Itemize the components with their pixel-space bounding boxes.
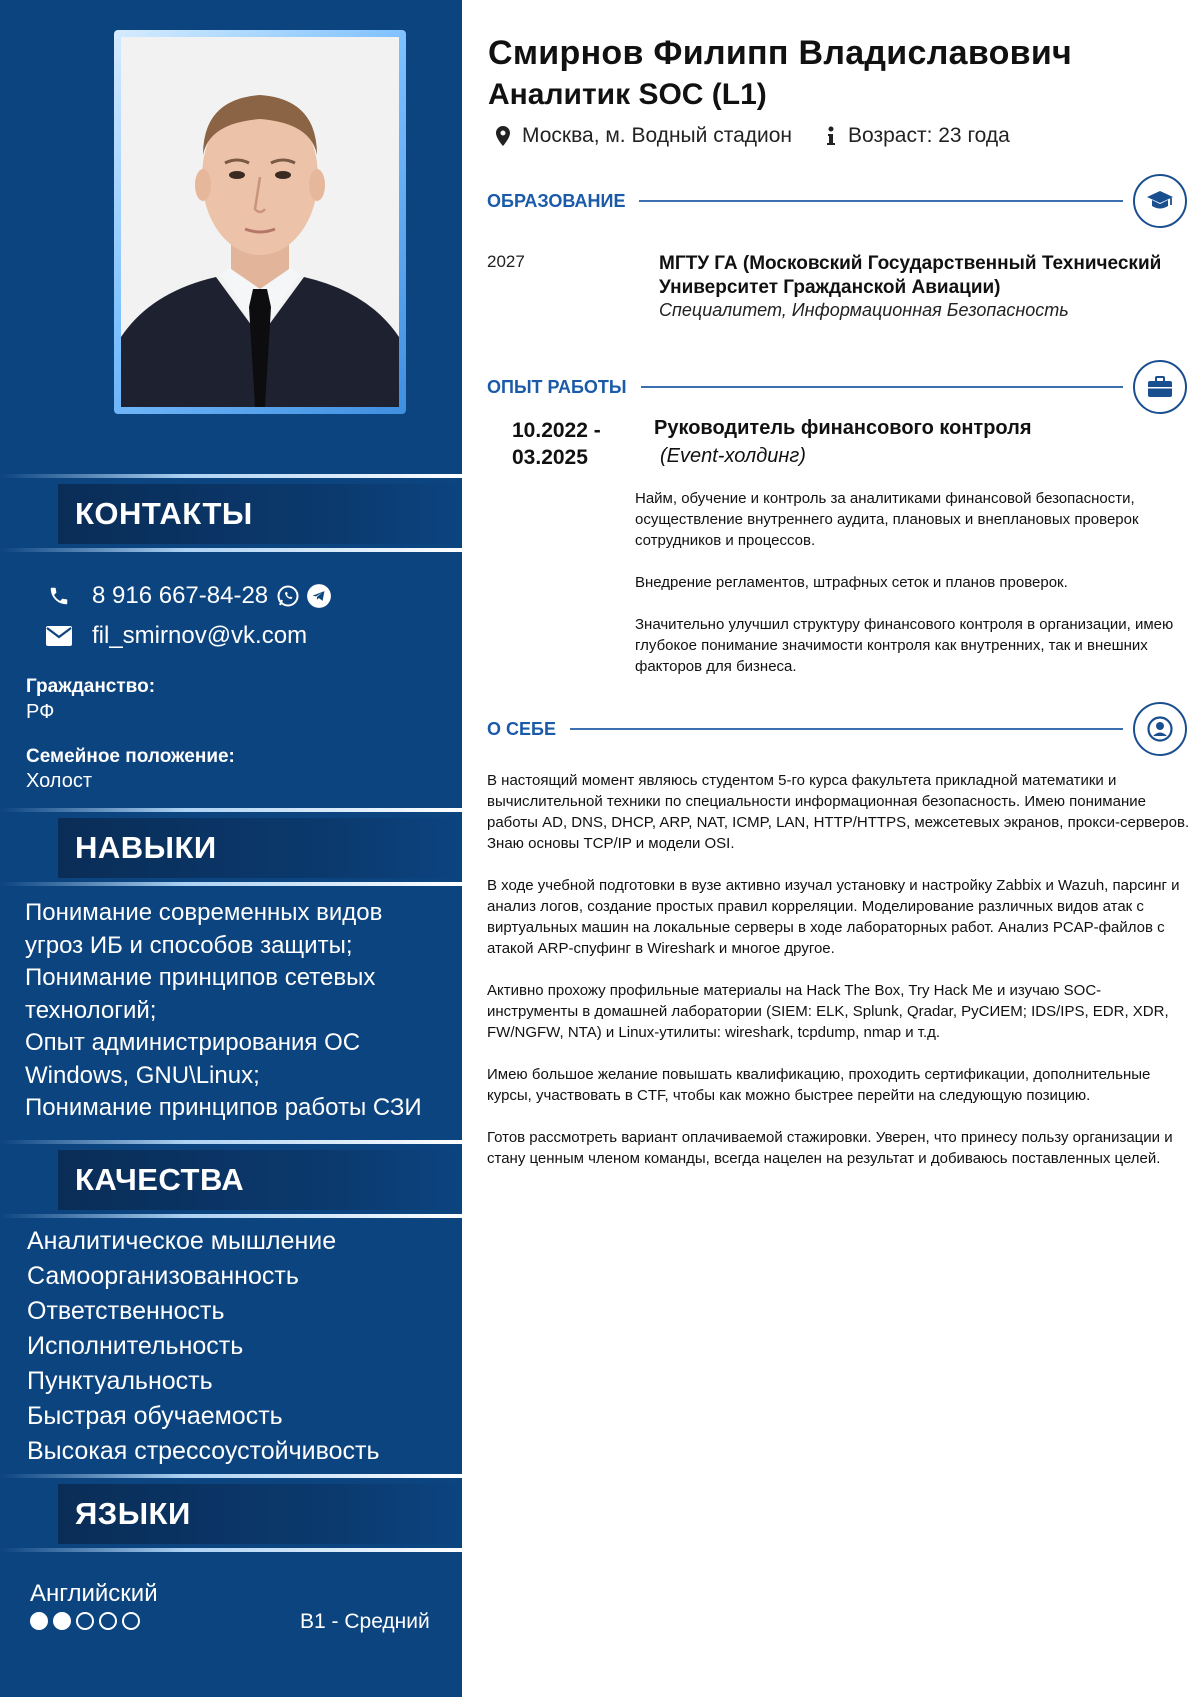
skill-item: Понимание современных видов bbox=[25, 899, 383, 926]
briefcase-icon bbox=[1133, 360, 1187, 414]
skills-list bbox=[25, 897, 455, 1125]
divider bbox=[0, 1474, 462, 1478]
job-paragraph: Значительно улучшил структуру финансового контроля в организации, имею глубокое понимание значимости контроля как внутренних, так и внешних факторов для бизнеса. bbox=[635, 616, 1174, 675]
qualities-list bbox=[27, 1224, 457, 1469]
divider bbox=[0, 474, 462, 478]
profile-photo-frame bbox=[114, 30, 406, 414]
section-rule bbox=[641, 386, 1123, 388]
education-institution: МГТУ ГА (Московский Государственный Технический Университет Гражданской Авиации) bbox=[659, 253, 1162, 298]
language-level: B1 - Средний bbox=[300, 1610, 430, 1633]
skills-title: НАВЫКИ bbox=[58, 818, 462, 878]
language-level-dots bbox=[30, 1612, 140, 1630]
languages-title: ЯЗЫКИ bbox=[58, 1484, 462, 1544]
divider bbox=[0, 882, 462, 886]
divider bbox=[0, 808, 462, 812]
contacts-title: КОНТАКТЫ bbox=[58, 484, 462, 544]
profile-photo bbox=[121, 37, 399, 407]
job-role: Руководитель финансового контроля bbox=[654, 417, 1032, 439]
about-paragraph: Имею большое желание повышать квалификацию, проходить сертификации, дополнительные курсы, участвовать в CTF, чтобы как можно быстрее перейти на следующую позицию. bbox=[487, 1066, 1151, 1104]
phone-number[interactable]: 8 916 667-84-28 bbox=[92, 582, 269, 609]
divider bbox=[0, 1140, 462, 1144]
quality-item: Быстрая обучаемость bbox=[27, 1402, 283, 1430]
qualities-title: КАЧЕСТВА bbox=[58, 1150, 462, 1210]
meta-row bbox=[496, 124, 1010, 148]
about-title: О СЕБЕ bbox=[487, 718, 556, 739]
job-period-end: 03.2025 bbox=[512, 446, 588, 469]
about-paragraph: В настоящий момент являюсь студентом 5-го курса факультета прикладной математики и вычислительной техники по специальности информационная безопасность. Имею понимание работы AD, DNS, DHCP, ARP, NAT, ICMP, LAN, HTTP/HTTPS, межсетевых экранов, прокси-серверов. Знаю основы TCP/IP и модели OSI. bbox=[487, 772, 1190, 852]
education-year: 2027 bbox=[487, 252, 525, 271]
about-paragraph: Готов рассмотреть вариант оплачиваемой стажировки. Уверен, что принесу пользу организации и стану ценным членом команды, всегда нацелен на результат и добиваюсь поставленных целей. bbox=[487, 1129, 1173, 1167]
skill-item: технологий; bbox=[25, 996, 157, 1024]
job-paragraph: Внедрение регламентов, штрафных сеток и планов проверок. bbox=[635, 574, 1068, 591]
job-company: (Event-холдинг) bbox=[660, 445, 806, 467]
education-degree: Специалитет, Информационная Безопасность bbox=[659, 300, 1069, 320]
skill-item: Понимание принципов сетевых bbox=[25, 964, 376, 991]
skill-item: Windows, GNU\Linux; bbox=[25, 1061, 260, 1089]
job-period bbox=[512, 417, 601, 471]
graduation-cap-icon bbox=[1133, 174, 1187, 228]
about-paragraph: В ходе учебной подготовки в вузе активно изучал установку и настройку Zabbix и Wazuh, парсинг и анализ логов, создание простых правил корреляции. Моделирование различных видов атак с виртуальных машин на локальные серверы в ходе лабораторных работ. Анализ PCAP-файлов с атакой ARP-спуфинг в Wireshark и многое другое. bbox=[487, 877, 1180, 957]
map-pin-icon bbox=[496, 126, 510, 146]
quality-item: Пунктуальность bbox=[27, 1367, 213, 1395]
section-rule bbox=[570, 728, 1123, 730]
divider bbox=[0, 1214, 462, 1218]
quality-item: Высокая стрессоустойчивость bbox=[27, 1437, 380, 1465]
phone-icon bbox=[44, 583, 74, 609]
whatsapp-icon[interactable] bbox=[276, 584, 300, 608]
level-dot-empty bbox=[99, 1612, 117, 1630]
quality-item: Исполнительность bbox=[27, 1332, 244, 1360]
marital-status-label: Семейное положение: bbox=[26, 746, 235, 767]
job-paragraph: Найм, обучение и контроль за аналитиками финансовой безопасности, осуществление внутреннего аудита, плановых и внеплановых проверок сотрудников и процессов. bbox=[635, 490, 1139, 549]
education-header bbox=[487, 174, 1187, 228]
skill-item: Понимание принципов работы СЗИ bbox=[25, 1094, 422, 1121]
main-content bbox=[462, 0, 1200, 1697]
location: Москва, м. Водный стадион bbox=[522, 124, 793, 147]
job-description bbox=[635, 488, 1195, 698]
language-name: Английский bbox=[30, 1580, 158, 1607]
citizenship-value: РФ bbox=[26, 701, 55, 723]
marital-status-value: Холост bbox=[26, 770, 92, 792]
experience-header bbox=[487, 360, 1187, 414]
info-icon bbox=[826, 126, 836, 146]
skill-item: угроз ИБ и способов защиты; bbox=[25, 931, 353, 959]
email-address[interactable]: fil_smirnov@vk.com bbox=[92, 622, 308, 649]
about-text bbox=[487, 770, 1192, 1190]
section-rule bbox=[639, 200, 1123, 202]
level-dot-empty bbox=[122, 1612, 140, 1630]
quality-item: Самоорганизованность bbox=[27, 1262, 299, 1290]
education-title: ОБРАЗОВАНИЕ bbox=[487, 190, 626, 211]
divider bbox=[0, 548, 462, 552]
quality-item: Аналитическое мышление bbox=[27, 1227, 337, 1255]
sidebar bbox=[0, 0, 462, 1697]
level-dot-empty bbox=[76, 1612, 94, 1630]
portrait-image bbox=[121, 37, 399, 407]
quality-item: Ответственность bbox=[27, 1297, 225, 1325]
user-icon bbox=[1133, 702, 1187, 756]
citizenship-label: Гражданство: bbox=[26, 676, 156, 697]
full-name: Смирнов Филипп Владиславович bbox=[488, 34, 1073, 72]
skill-item: Опыт администрирования ОС bbox=[25, 1029, 361, 1056]
phone-row bbox=[44, 582, 332, 610]
level-dot-filled bbox=[30, 1612, 48, 1630]
experience-title: ОПЫТ РАБОТЫ bbox=[487, 376, 627, 397]
telegram-icon[interactable] bbox=[306, 583, 332, 609]
about-paragraph: Активно прохожу профильные материалы на Hack The Box, Try Hack Me и изучаю SOC-инструменты в домашней лаборатории (SIEM: ELK, Splunk, Qradar, РуСИЕМ; IDS/IPS, EDR, XDR, FW/NGFW, NTA) и Linux-утилиты: wireshark, tcpdump, nmap и т.д. bbox=[487, 982, 1169, 1041]
level-dot-filled bbox=[53, 1612, 71, 1630]
about-header bbox=[487, 702, 1187, 756]
divider bbox=[0, 1548, 462, 1552]
age: Возраст: 23 года bbox=[848, 124, 1010, 147]
mail-icon bbox=[44, 623, 74, 649]
email-row bbox=[44, 622, 307, 650]
desired-position: Аналитик SOC (L1) bbox=[488, 78, 767, 111]
job-period-start: 10.2022 - bbox=[512, 419, 601, 442]
